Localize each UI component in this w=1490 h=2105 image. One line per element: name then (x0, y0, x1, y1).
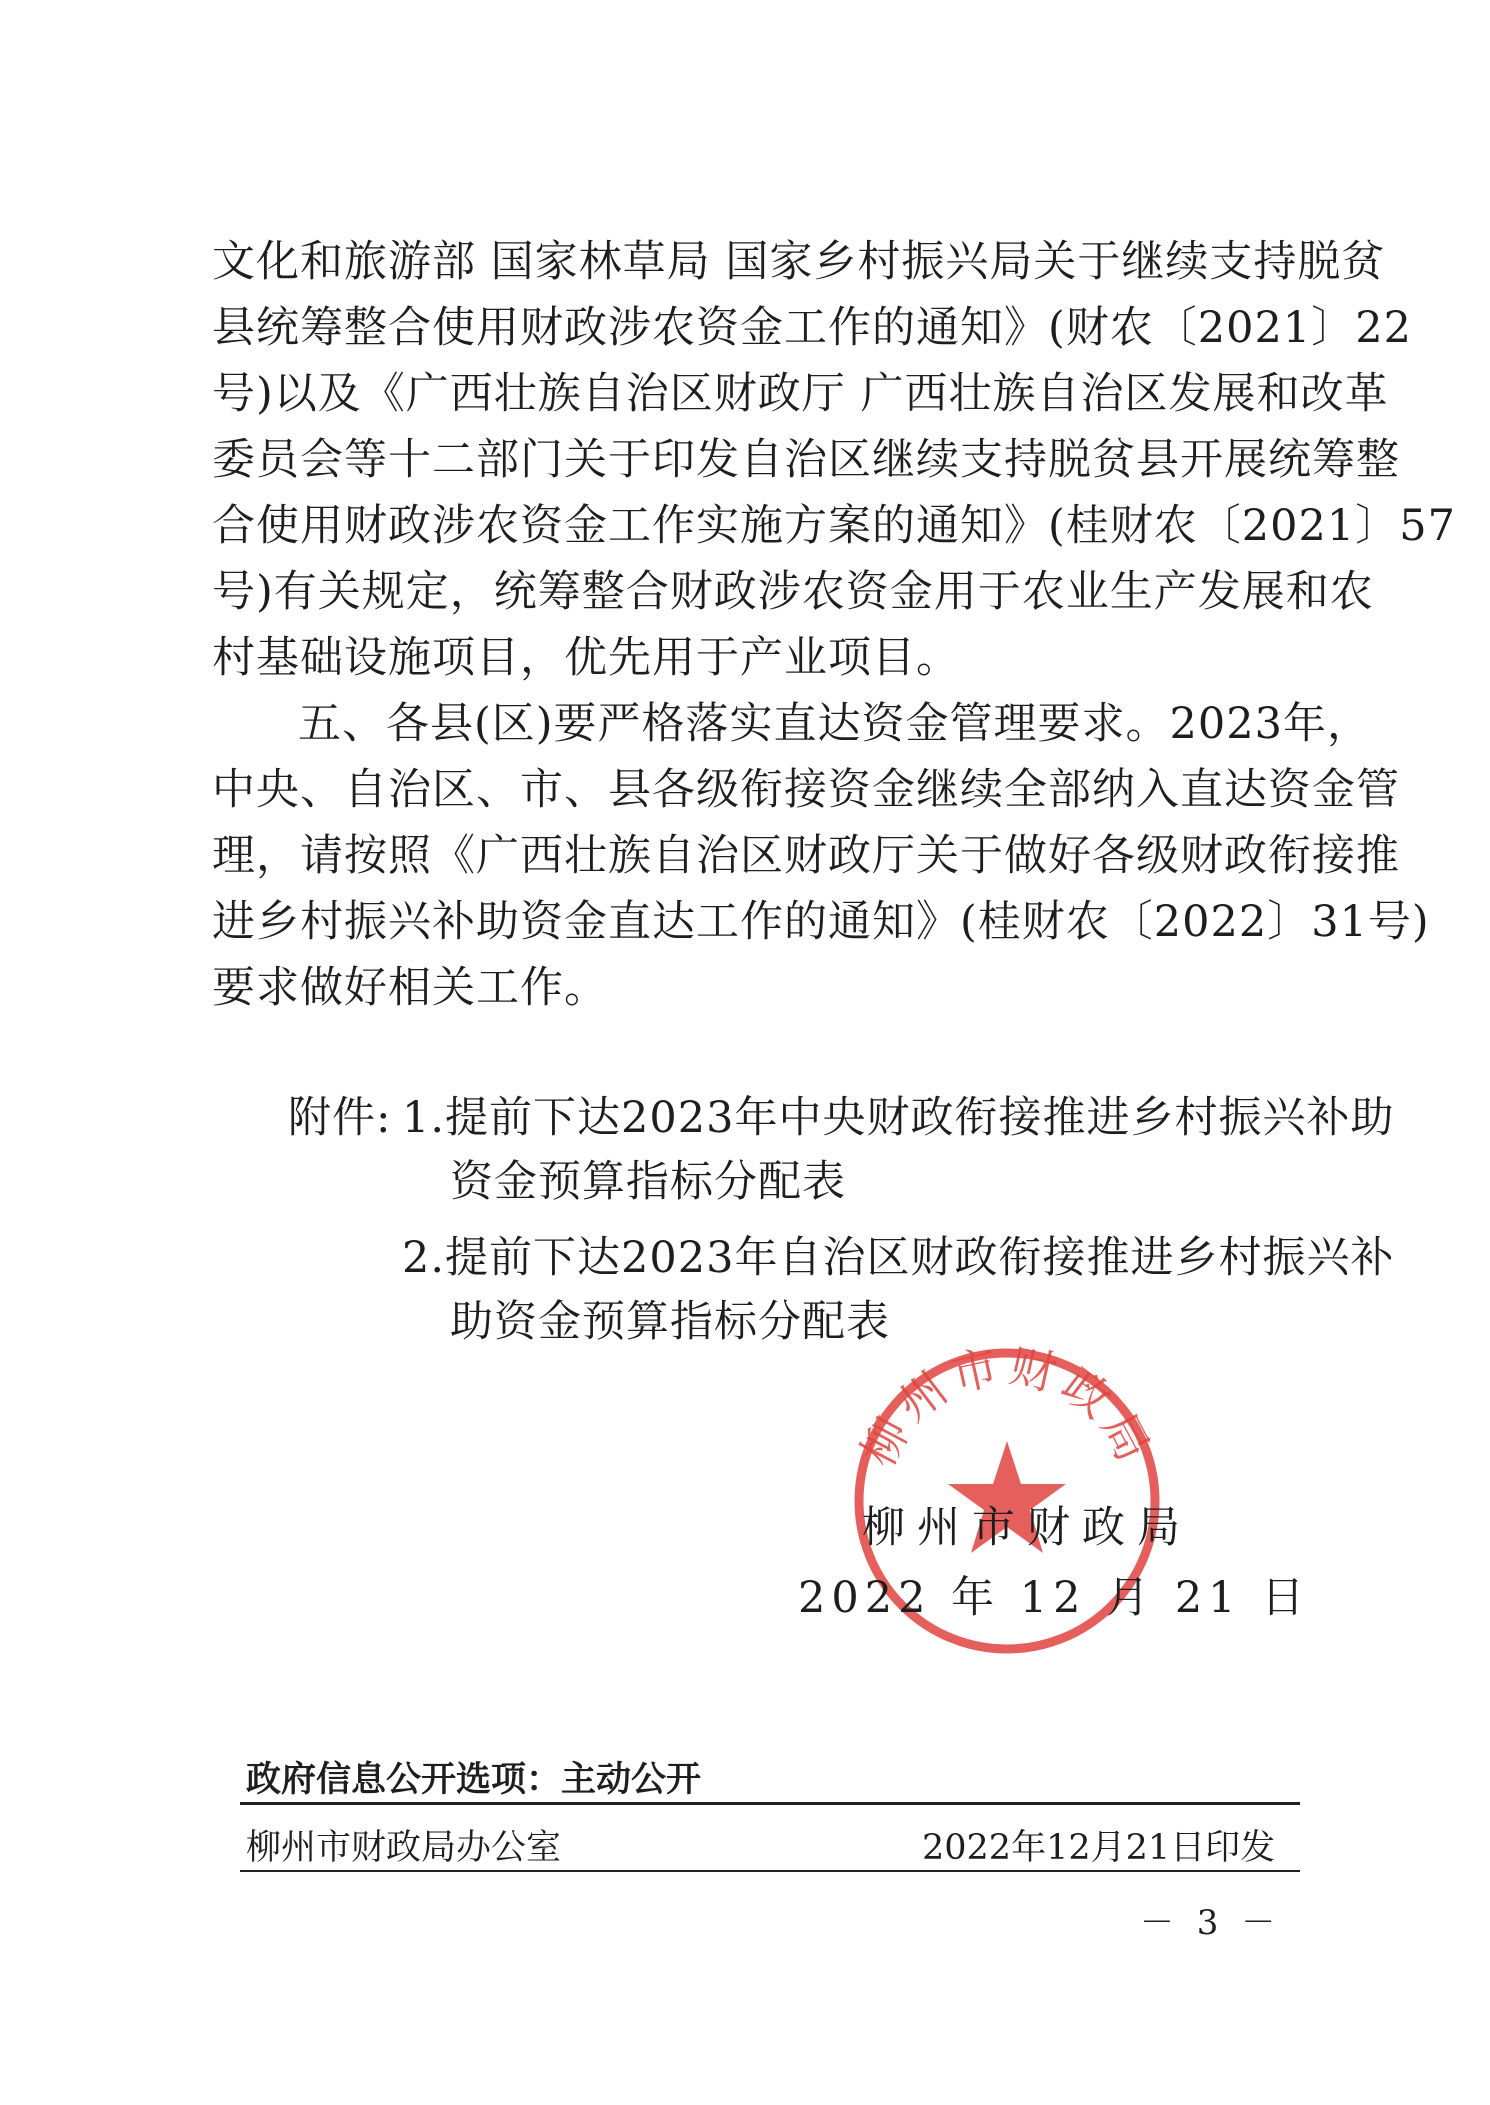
page-number: － 3 － (1140, 1903, 1282, 1943)
attachments-label: 附件: (288, 1093, 392, 1143)
body-line-2: 县统筹整合使用财政涉农资金工作的通知》(财农〔2021〕22 (212, 303, 1412, 353)
body-line-1: 文化和旅游部 国家林草局 国家乡村振兴局关于继续支持脱贫 (212, 237, 1386, 287)
body-line-8: 五、各县(区)要严格落实直达资金管理要求。2023年， (298, 699, 1371, 749)
attachment-1-line-1: 1.提前下达2023年中央财政衔接推进乡村振兴补助 (402, 1093, 1395, 1143)
body-line-6: 号)有关规定，统筹整合财政涉农资金用于农业生产发展和农 (212, 567, 1374, 617)
disclosure-option: 政府信息公开选项：主动公开 (246, 1760, 702, 1800)
attachment-2-line-1: 2.提前下达2023年自治区财政衔接推进乡村振兴补 (402, 1233, 1395, 1283)
issue-date: 2022年12月21日印发 (922, 1828, 1276, 1868)
body-line-4: 委员会等十二部门关于印发自治区继续支持脱贫县开展统筹整 (212, 435, 1400, 485)
footer-rule-bottom (240, 1870, 1300, 1872)
body-line-11: 进乡村振兴补助资金直达工作的通知》(桂财农〔2022〕31号) (212, 897, 1430, 947)
attachment-2-line-2: 助资金预算指标分配表 (450, 1297, 890, 1347)
signature-org: 柳州市财政局 (862, 1503, 1192, 1553)
body-line-10: 理，请按照《广西壮族自治区财政厅关于做好各级财政衔接推 (212, 831, 1400, 881)
seal-text: 柳州市财政局 (850, 1338, 1164, 1476)
body-line-9: 中央、自治区、市、县各级衔接资金继续全部纳入直达资金管 (212, 765, 1400, 815)
body-line-7: 村基础设施项目，优先用于产业项目。 (212, 633, 960, 683)
body-line-3: 号)以及《广西壮族自治区财政厅 广西壮族自治区发展和改革 (212, 369, 1389, 419)
footer-rule-top (240, 1802, 1300, 1805)
body-line-12: 要求做好相关工作。 (212, 963, 608, 1013)
attachment-1-line-2: 资金预算指标分配表 (450, 1157, 846, 1207)
issuer-office: 柳州市财政局办公室 (246, 1828, 562, 1868)
body-line-5: 合使用财政涉农资金工作实施方案的通知》(桂财农〔2021〕57 (212, 501, 1456, 551)
signature-date: 2022 年 12 月 21 日 (798, 1573, 1311, 1623)
